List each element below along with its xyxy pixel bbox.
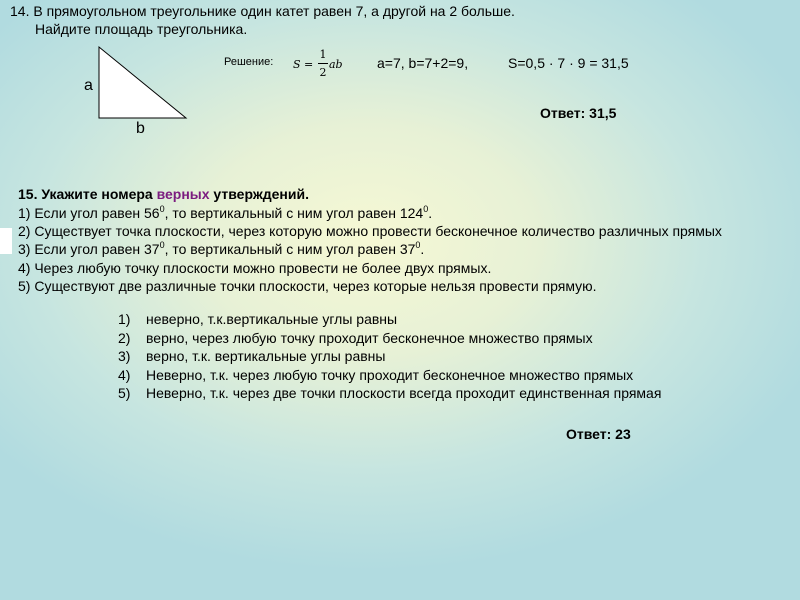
list-item-number: 4) xyxy=(118,366,131,383)
list-item xyxy=(118,347,661,366)
degree-sup: 0 xyxy=(159,204,165,214)
list-item-text: Неверно, т.к. через любую точку проходит бесконечное множество прямых xyxy=(146,366,634,383)
statement-3-part: 3) Если угол равен 37 xyxy=(18,241,160,257)
list-item-number: 3) xyxy=(118,348,131,365)
statement-2: 2) Существует точка плоскости, через которую можно провести бесконечное количество различных прямых xyxy=(18,223,722,239)
task15-heading xyxy=(18,185,309,203)
list-item-number: 1) xyxy=(118,311,131,327)
statement-3-part: , то вертикальный с ним угол равен 37 xyxy=(164,241,416,257)
formula-lhs: S = xyxy=(293,58,314,71)
statement-3 xyxy=(18,240,424,258)
list-item-text: верно, через любую точку проходит бесконечное множество прямых xyxy=(146,329,593,346)
list-item-text: Неверно, т.к. через две точки плоскости всегда проходит единственная прямая xyxy=(146,385,662,402)
statement-3-end: . xyxy=(420,241,425,257)
task14-line2: Найдите площадь треугольника. xyxy=(35,21,248,37)
solution-label: Решение: xyxy=(224,56,274,68)
answers-list xyxy=(118,310,661,403)
statement-1-end: . xyxy=(428,205,433,221)
degree-sup: 0 xyxy=(159,240,165,250)
heading-pre: 15. Укажите номера xyxy=(18,186,157,202)
formula-denominator: 2 xyxy=(319,66,327,79)
list-item-number: 2) xyxy=(118,329,131,346)
list-item xyxy=(118,384,661,403)
task15-answer: Ответ: 23 xyxy=(566,426,631,442)
fraction-bar xyxy=(318,63,328,64)
list-item xyxy=(118,329,661,348)
statement-1 xyxy=(18,204,432,222)
statement-4: 4) Через любую точку плоскости можно провести не более двух прямых. xyxy=(18,260,492,276)
list-item-text: верно, т.к. вертикальные углы равны xyxy=(146,348,386,365)
heading-post: утверждений. xyxy=(209,186,309,202)
list-item-number: 5) xyxy=(118,385,131,402)
statement-1-part: , то вертикальный с ним угол равен 124 xyxy=(164,205,424,221)
triangle-label-a: a xyxy=(84,77,93,94)
task14-answer: Ответ: 31,5 xyxy=(540,105,617,121)
list-item-text: неверно, т.к.вертикальные углы равны xyxy=(146,311,398,327)
degree-sup: 0 xyxy=(415,240,421,250)
area-calculation: S=0,5 · 7 · 9 = 31,5 xyxy=(508,55,629,71)
task14-line1: 14. В прямоугольном треугольнике один катет равен 7, а другой на 2 больше. xyxy=(10,3,515,19)
list-item xyxy=(118,310,661,329)
right-triangle-figure xyxy=(90,44,190,122)
triangle-label-b: b xyxy=(136,120,145,137)
left-edge-tab xyxy=(0,228,12,254)
heading-highlight: верных xyxy=(156,186,210,202)
formula-rhs: ab xyxy=(329,58,343,71)
statement-5: 5) Существуют две различные точки плоскости, через которые нельзя провести прямую. xyxy=(18,278,597,294)
right-triangle-shape xyxy=(99,47,186,118)
formula-numerator: 1 xyxy=(319,48,327,61)
given-values: a=7, b=7+2=9, xyxy=(377,55,469,71)
statement-1-part: 1) Если угол равен 56 xyxy=(18,205,160,221)
degree-sup: 0 xyxy=(423,204,429,214)
list-item xyxy=(118,366,661,385)
